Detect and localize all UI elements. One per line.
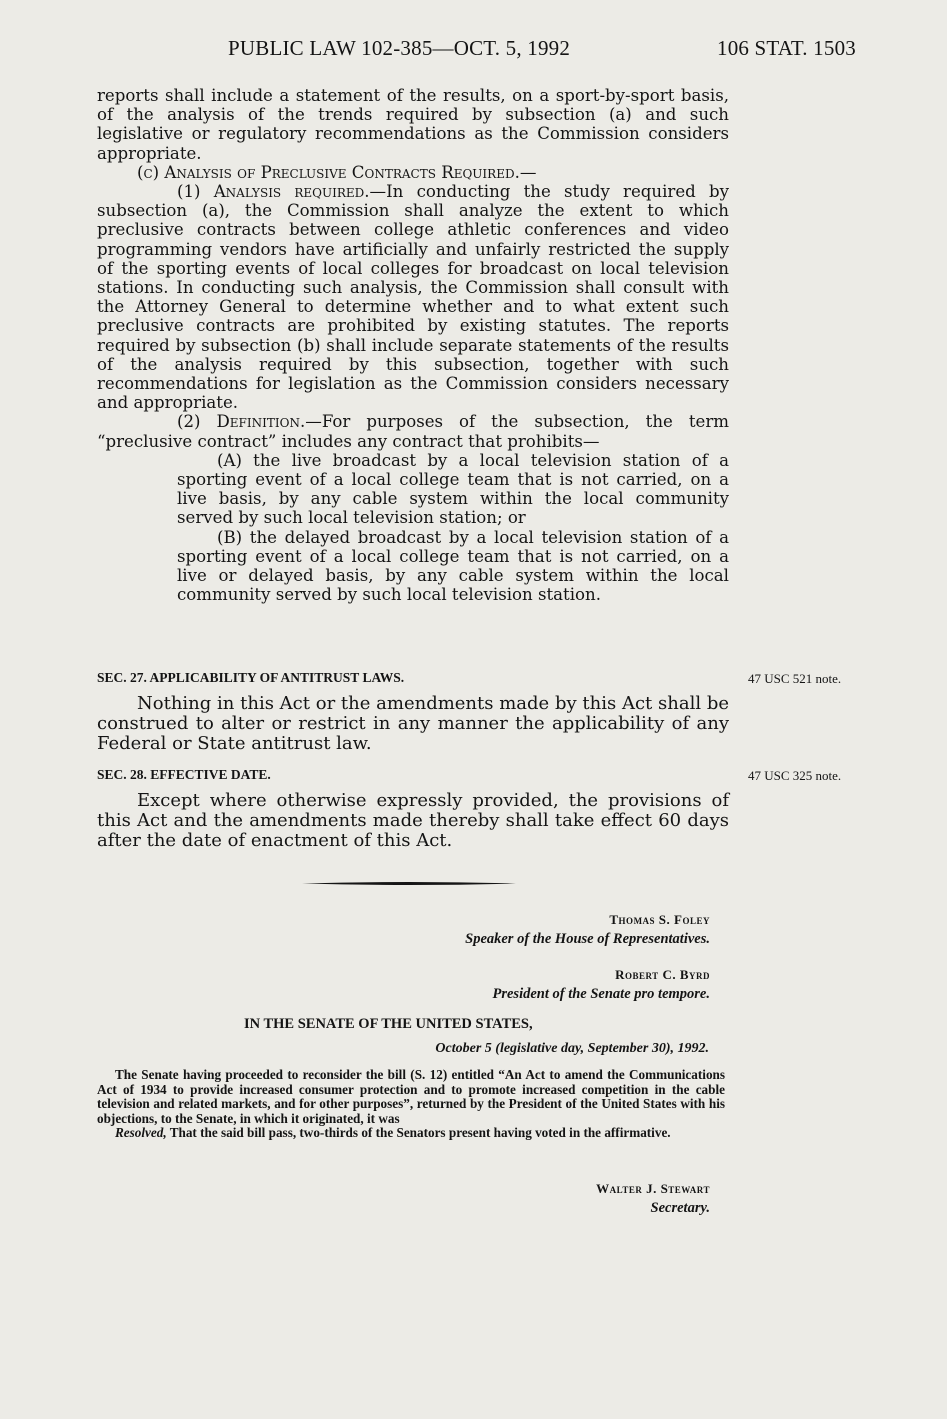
paragraph-c1 bbox=[97, 182, 729, 412]
senate-date: October 5 (legislative day, September 30), 1992. bbox=[435, 1041, 709, 1056]
sec27-heading: SEC. 27. APPLICABILITY OF ANTITRUST LAWS. bbox=[97, 670, 405, 685]
c2-label: (2) Definition. bbox=[177, 412, 306, 432]
foley-title: Speaker of the House of Representatives. bbox=[465, 931, 710, 947]
clause-a: (A) the live broadcast by a local television station of a sporting event of a local college team that is not carried, on a live basis, by any cable system within the local community served by such local television station; or bbox=[177, 450, 729, 528]
c1-label: (1) Analysis required. bbox=[177, 182, 370, 202]
paragraph-continued: reports shall include a statement of the results, on a sport-by-sport basis, of the analysis of the trends required by subsection (a) and such legislative or regulatory recommendations as the Commission considers appropriate. bbox=[97, 86, 729, 163]
sec28-text-block bbox=[97, 791, 729, 851]
senate-heading: IN THE SENATE OF THE UNITED STATES, bbox=[244, 1016, 533, 1032]
sec28-heading: SEC. 28. EFFECTIVE DATE. bbox=[97, 767, 271, 782]
senate-statement bbox=[97, 1068, 725, 1141]
foley-name: Thomas S. Foley bbox=[609, 912, 710, 927]
resolved-label: Resolved, bbox=[115, 1125, 167, 1141]
senate-paragraph: The Senate having proceeded to reconsider the bill (S. 12) entitled “An Act to amend the Communications Act of 1934 to provide increased consumer protection and to promote increased competition in the cable television and related markets, and for other purposes”, returned by the President of the United States with his objections, to the Senate, in which it originated, it was bbox=[97, 1067, 725, 1126]
sec27-text: Nothing in this Act or the amendments made by this Act shall be construed to alter or restrict in any manner the applicability of any Federal or State antitrust law. bbox=[97, 693, 729, 754]
subsection-c-heading: (c) Analysis of Preclusive Contracts Required.— bbox=[137, 162, 537, 182]
c1-text: —In conducting the study required by subsection (a), the Commission shall analyze the extent to which preclusive contracts between college athletic conferences and video programming vendors have artificially and unfairly restricted the supply of the sporting events of local colleges for broadcast on local television stations. In conducting such analysis, the Commission shall consult with the Attorney General to determine whether and to what extent such preclusive contracts are prohibited by existing statutes. The reports required by subsection (b) shall include separate statements of the results of the analysis required by this subsection, together with such recommendations for legislation as the Commission considers necessary and appropriate. bbox=[97, 182, 729, 413]
section-divider-rule bbox=[302, 881, 516, 886]
running-header-title: PUBLIC LAW 102-385—OCT. 5, 1992 bbox=[228, 36, 571, 60]
page-stat-number: 106 STAT. 1503 bbox=[717, 36, 856, 60]
main-text bbox=[97, 86, 729, 604]
resolved-text: That the said bill pass, two-thirds of the Senators present having voted in the affirmative. bbox=[166, 1125, 671, 1141]
sec28-margin-note: 47 USC 325 note. bbox=[748, 768, 842, 783]
stewart-name: Walter J. Stewart bbox=[596, 1181, 710, 1196]
sec27-margin-note: 47 USC 521 note. bbox=[748, 671, 842, 686]
sec28-text: Except where otherwise expressly provided, the provisions of this Act and the amendments made thereby shall take effect 60 days after the date of enactment of this Act. bbox=[97, 790, 729, 851]
signature-foley bbox=[465, 912, 710, 948]
paragraph-c2 bbox=[97, 412, 729, 450]
sec27-text-block bbox=[97, 694, 729, 754]
signature-stewart bbox=[596, 1181, 710, 1217]
c2-text: —For purposes of the subsection, the term “preclusive contract” includes any contract that prohibits— bbox=[97, 412, 730, 451]
signature-byrd bbox=[493, 967, 711, 1003]
resolved-paragraph bbox=[97, 1126, 725, 1141]
byrd-name: Robert C. Byrd bbox=[615, 967, 710, 982]
byrd-title: President of the Senate pro tempore. bbox=[492, 986, 710, 1002]
stewart-title: Secretary. bbox=[650, 1200, 710, 1216]
clause-b: (B) the delayed broadcast by a local television station of a sporting event of a local college team that is not carried, on a live or delayed basis, by any cable system within the local community served by such local television station. bbox=[177, 527, 729, 605]
